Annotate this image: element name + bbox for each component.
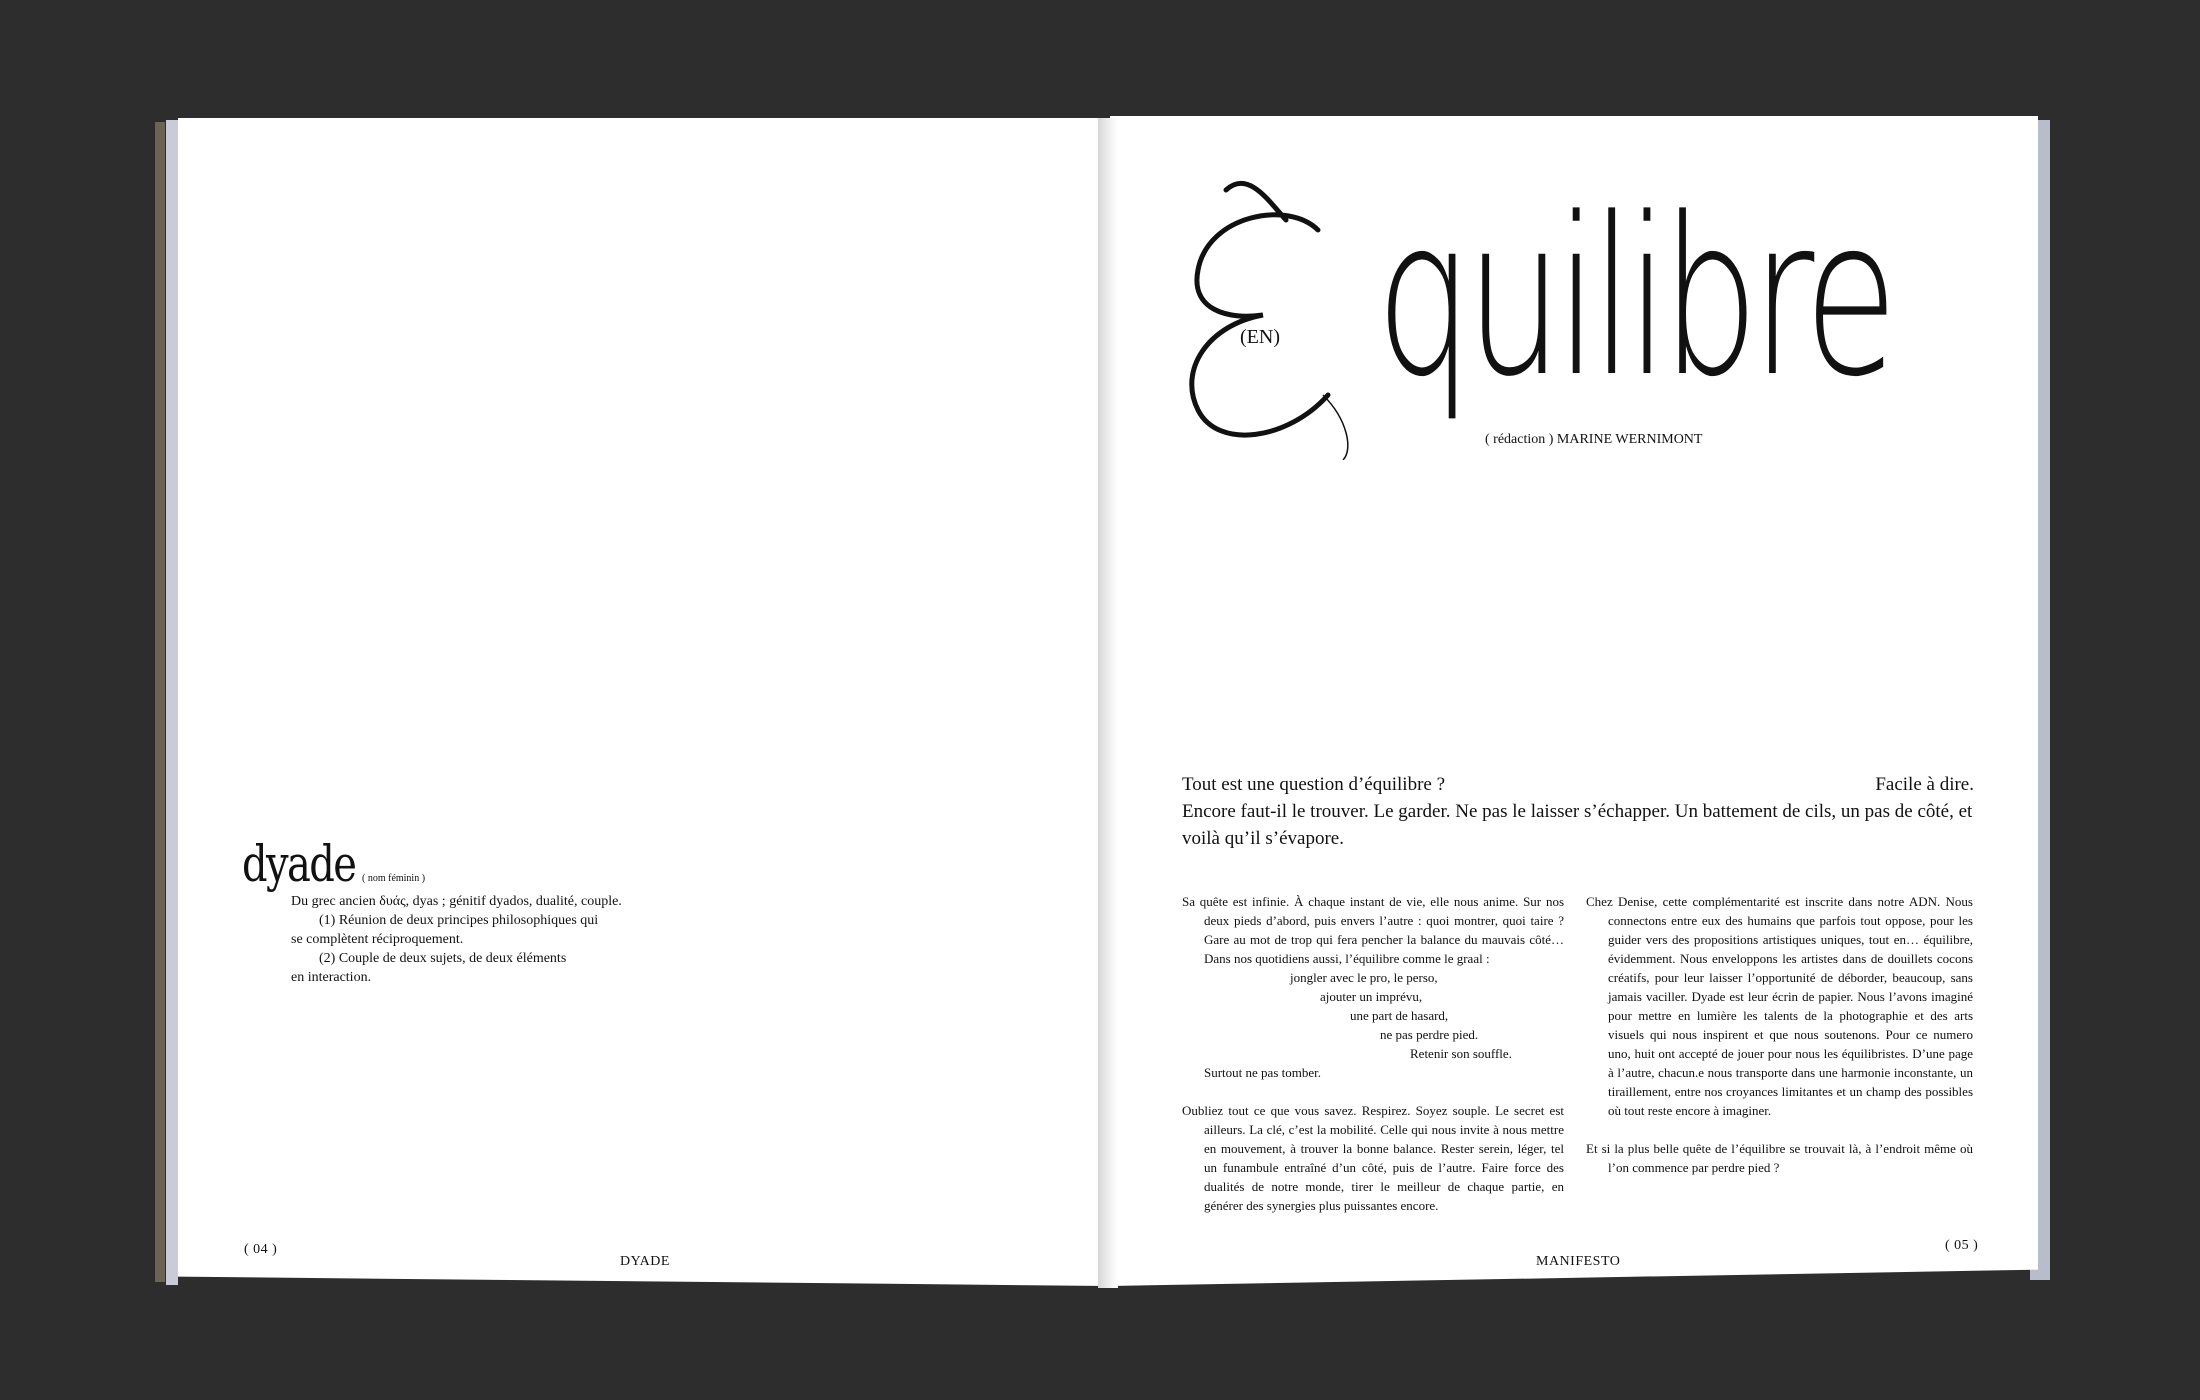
definition-gender: ( nom féminin ) [362, 873, 426, 884]
stair-line-4: ne pas perdre pied. [1380, 1027, 1479, 1042]
col2-paragraph-1: Chez Denise, cette complémentarité est inscrite dans notre ADN. Nous connectons entre eux des humains que parfois tout oppose, pour les guider vers des propositions artistiques uniques, tout en… équilibre, évidemment. Nous enveloppons les artistes dans de douillets cocons créatifs, pour leur laisser l’opportunité de déborder, beaucoup, sans jamais vaciller. Dyade est leur écrin de papier. Nous l’avons imaginé pour mettre en lumière les talents de la photographie et des arts visuels qui nous inspirent et que nous soutenons. Pour ce numero uno, huit ont accepté de jouer pour nous les équilibristes. D’une page à l’autre, chacun.e nous transporte dans une harmonie inconstante, un tiraillement, entre nos croyances limitantes et un champ des possibles où tout reste encore à imaginer. [1586, 894, 1973, 1118]
spine-edge [155, 122, 165, 1282]
body-column-1 [1182, 892, 1564, 1215]
definition-word: dyade [242, 835, 356, 893]
flourish-e-initial [1168, 160, 1358, 460]
stair-line-5: Retenir son souffle. [1410, 1046, 1512, 1061]
definition-sense-1a: (1) Réunion de deux principes philosophiques qui [319, 913, 599, 928]
page-number-right: ( 05 ) [1945, 1238, 1979, 1253]
stair-line-1: jongler avec le pro, le perso, [1290, 970, 1438, 985]
section-label-right: MANIFESTO [1536, 1254, 1621, 1269]
intro-aside: Facile à dire. [1875, 774, 1974, 795]
col2-paragraph-2: Et si la plus belle quête de l’équilibre se trouvait là, à l’endroit même où l’on commence par perdre pied ? [1586, 1141, 1973, 1175]
body-column-2 [1586, 892, 1973, 1177]
definition-origin: Du grec ancien δυάς, dyas ; génitif dyados, dualité, couple. [291, 894, 622, 909]
definition-sense-2b: en interaction. [291, 970, 372, 985]
intro-line-2: Encore faut-il le trouver. Le garder. Ne pas le laisser s’échapper. Un battement de cils, un pas de côté, et voilà qu’il s’évapore. [1182, 801, 1973, 849]
page-stack-left [166, 120, 178, 1285]
stair-line-3: une part de hasard, [1350, 1008, 1449, 1023]
byline: ( rédaction ) MARINE WERNIMONT [1485, 432, 1703, 447]
definition-sense-1b: se complètent réciproquement. [291, 932, 464, 947]
title-word: quilibre [1376, 172, 1891, 425]
gutter [1098, 118, 1118, 1288]
col1-paragraph-1: Sa quête est infinie. À chaque instant de vie, elle nous anime. Sur nos deux pieds d’abord, puis envers l’autre : quoi montrer, quoi taire ? Gare au mot de trop qui fera pencher la balance du mauvais côté… Dans nos quotidiens aussi, l’équilibre comme le graal : [1182, 894, 1564, 966]
page-number-left: ( 04 ) [244, 1242, 278, 1257]
col1-paragraph-3: Oubliez tout ce que vous savez. Respirez. Soyez souple. Le secret est ailleurs. La clé, c’est la mobilité. Celle qui nous invite à nous mettre en mouvement, à trouver la bonne balance. Rester serein, léger, tel un funambule entraîné d’un côté, puis de l’autre. Faire force des dualités de notre monde, tirer le meilleur de chaque partie, en générer des synergies plus puissantes encore. [1182, 1103, 1564, 1213]
left-page [178, 118, 1108, 1286]
definition-body [291, 892, 631, 987]
section-label-left: DYADE [620, 1254, 670, 1269]
intro-paragraph [1182, 771, 1974, 852]
stair-line-2: ajouter un imprévu, [1320, 989, 1423, 1004]
title-prefix: (EN) [1240, 326, 1280, 348]
definition-sense-2a: (2) Couple de deux sujets, de deux éléments [319, 951, 567, 966]
intro-line-1: Tout est une question d’équilibre ? [1182, 774, 1446, 795]
col1-paragraph-2: Surtout ne pas tomber. [1204, 1065, 1321, 1080]
